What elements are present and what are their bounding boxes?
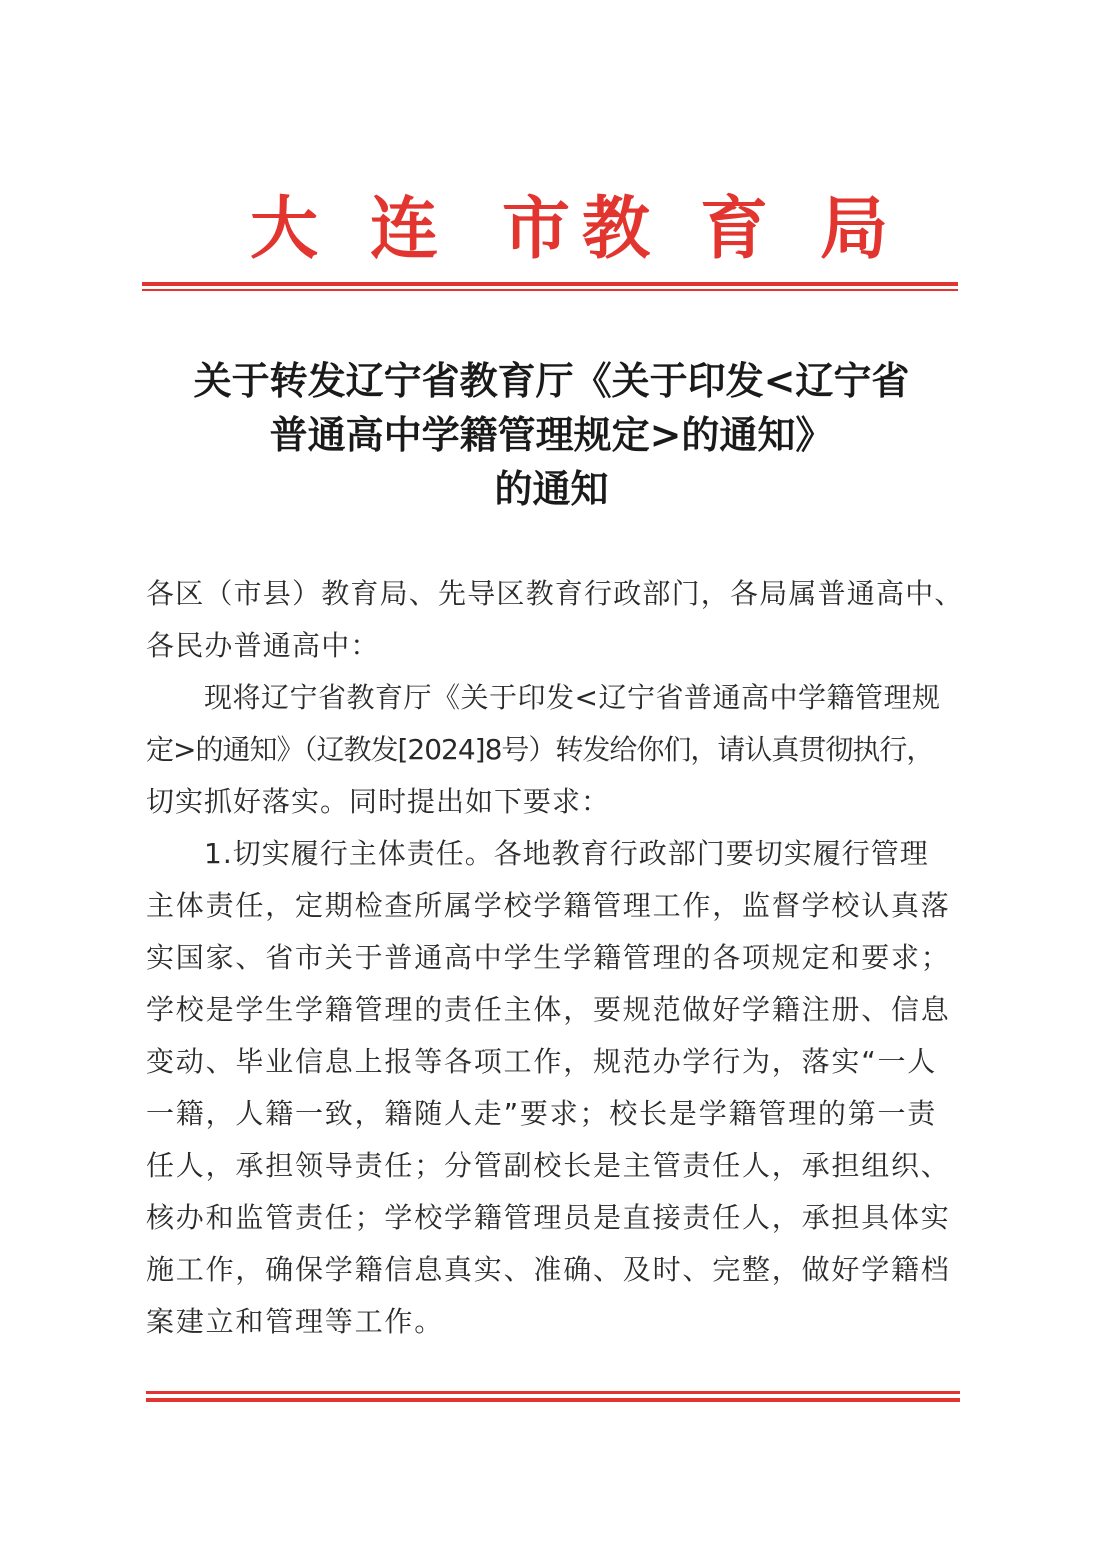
issuing-authority-header <box>140 186 960 272</box>
document-title-line: 的通知 <box>494 466 609 511</box>
header-rule-thin <box>142 289 958 291</box>
body-line: 现将辽宁省教育厅《关于印发<辽宁省普通高中学籍管理规 <box>204 681 941 714</box>
header-char: 市 <box>502 189 571 269</box>
document-title-line: 普通高中学籍管理规定>的通知》 <box>269 412 834 457</box>
header-char: 育 <box>700 189 769 269</box>
document-title-line: 关于转发辽宁省教育厅《关于印发<辽宁省 <box>193 358 910 403</box>
footer-rule-thick <box>146 1398 960 1402</box>
body-line: 核办和监管责任；学校学籍管理员是直接责任人，承担具体实 <box>146 1201 951 1234</box>
body-line: 一籍，人籍一致，籍随人走”要求；校长是学籍管理的第一责 <box>146 1097 938 1130</box>
body-line: 变动、毕业信息上报等各项工作，规范办学行为，落实“一人 <box>146 1045 938 1078</box>
body-line: 各民办普通高中： <box>146 629 380 662</box>
header-char: 教 <box>582 189 651 269</box>
header-char: 局 <box>820 189 889 269</box>
header-rule-thick <box>142 282 958 286</box>
body-line: 实国家、省市关于普通高中学生学籍管理的各项规定和要求； <box>146 941 951 974</box>
footer-rule-thin <box>146 1391 960 1394</box>
header-char: 大 <box>250 189 319 269</box>
body-line: 1.切实履行主体责任。各地教育行政部门要切实履行管理 <box>204 837 929 870</box>
body-line: 施工作，确保学籍信息真实、准确、及时、完整，做好学籍档 <box>146 1253 951 1286</box>
body-line: 各区（市县）教育局、先导区教育行政部门，各局属普通高中、 <box>146 577 964 610</box>
body-line: 定>的通知》（辽教发[2024]8号）转发给你们，请认真贯彻执行， <box>146 733 934 766</box>
body-line: 任人，承担领导责任；分管副校长是主管责任人，承担组织、 <box>146 1149 951 1182</box>
body-line: 学校是学生学籍管理的责任主体，要规范做好学籍注册、信息 <box>146 993 951 1026</box>
header-char: 连 <box>370 189 439 269</box>
body-line: 切实抓好落实。同时提出如下要求： <box>146 785 611 818</box>
body-line: 案建立和管理等工作。 <box>146 1305 445 1338</box>
body-line: 主体责任，定期检查所属学校学籍管理工作，监督学校认真落 <box>146 889 951 922</box>
